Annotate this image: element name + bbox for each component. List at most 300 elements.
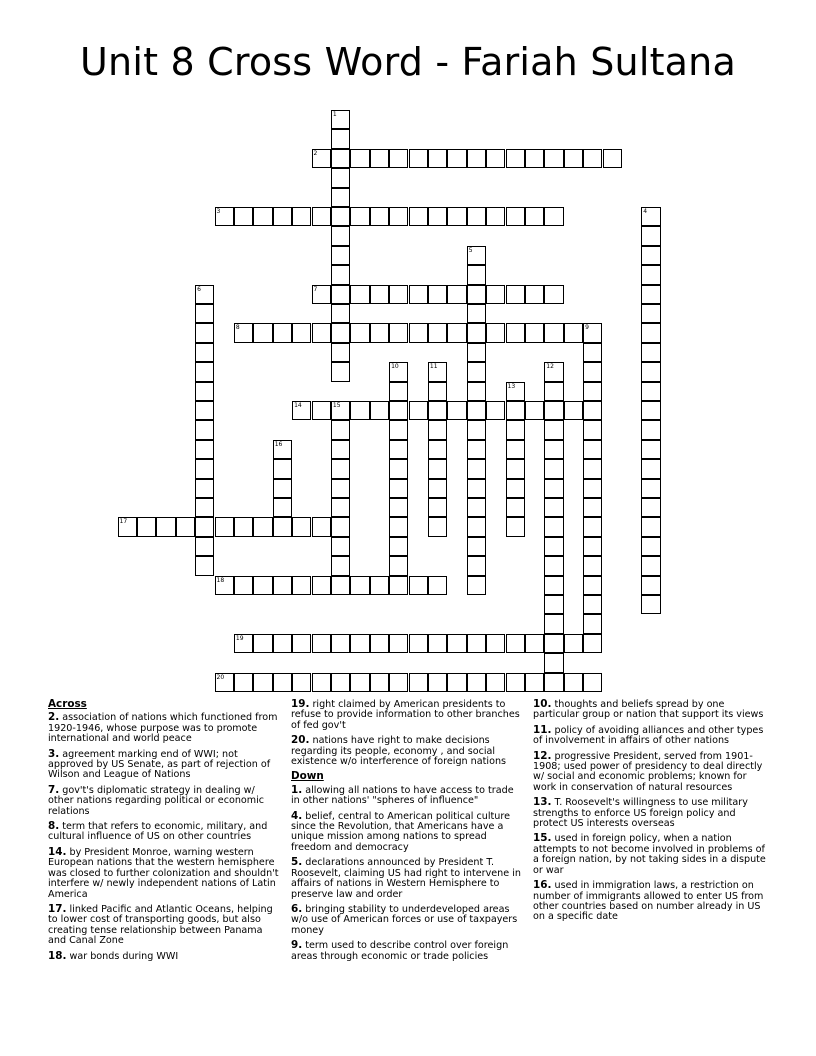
- grid-cell[interactable]: [447, 149, 466, 168]
- grid-cell[interactable]: [195, 323, 214, 342]
- grid-cell[interactable]: [156, 517, 175, 536]
- grid-cell[interactable]: [467, 420, 486, 439]
- grid-cell[interactable]: [525, 285, 544, 304]
- grid-cell[interactable]: [467, 285, 486, 304]
- grid-cell[interactable]: [331, 517, 350, 536]
- grid-cell[interactable]: [428, 382, 447, 401]
- grid-cell[interactable]: [506, 285, 525, 304]
- grid-cell[interactable]: [331, 401, 350, 420]
- grid-cell[interactable]: [331, 207, 350, 226]
- clue-item-text: war bonds during WWI: [69, 950, 179, 962]
- grid-cell[interactable]: [467, 207, 486, 226]
- grid-cell[interactable]: [447, 634, 466, 653]
- down-clue-list-continued: [533, 699, 769, 923]
- grid-cell[interactable]: [583, 498, 602, 517]
- grid-cell[interactable]: [583, 362, 602, 381]
- clue-item: [48, 785, 280, 817]
- grid-cell[interactable]: [253, 634, 272, 653]
- grid-cell[interactable]: [506, 323, 525, 342]
- grid-cell[interactable]: [312, 673, 331, 692]
- grid-cell[interactable]: [525, 401, 544, 420]
- grid-cell[interactable]: [331, 537, 350, 556]
- grid-cell[interactable]: [583, 420, 602, 439]
- grid-cell[interactable]: [544, 420, 563, 439]
- grid-cell[interactable]: [583, 517, 602, 536]
- grid-cell[interactable]: [467, 556, 486, 575]
- grid-cell[interactable]: [331, 110, 350, 129]
- grid-cell[interactable]: [389, 207, 408, 226]
- grid-cell[interactable]: [428, 517, 447, 536]
- grid-cell[interactable]: [641, 304, 660, 323]
- grid-cell[interactable]: [389, 362, 408, 381]
- grid-cell[interactable]: [641, 362, 660, 381]
- grid-cell[interactable]: [428, 401, 447, 420]
- grid-cell[interactable]: [544, 498, 563, 517]
- grid-cell[interactable]: [641, 517, 660, 536]
- grid-cell[interactable]: [428, 285, 447, 304]
- grid-cell[interactable]: [389, 479, 408, 498]
- grid-cell[interactable]: [234, 517, 253, 536]
- grid-cell[interactable]: [409, 673, 428, 692]
- grid-cell[interactable]: [331, 265, 350, 284]
- grid-cell[interactable]: [564, 401, 583, 420]
- clue-item-text: right claimed by American presidents to refuse to provide information to other branches of fed gov't: [291, 699, 520, 731]
- grid-cell[interactable]: [195, 537, 214, 556]
- grid-cell[interactable]: [253, 673, 272, 692]
- grid-cell[interactable]: [583, 556, 602, 575]
- grid-cell[interactable]: [467, 517, 486, 536]
- grid-cell[interactable]: [389, 537, 408, 556]
- grid-cell[interactable]: [506, 382, 525, 401]
- clues-column-1: [48, 699, 280, 966]
- grid-cell[interactable]: [312, 517, 331, 536]
- clue-item-text: belief, central to American political culture since the Revolution, that Americans have a unique mission among nations to spread freedom and democracy: [291, 810, 510, 853]
- grid-cell[interactable]: [234, 207, 253, 226]
- grid-cell[interactable]: [583, 343, 602, 362]
- grid-cell[interactable]: [409, 323, 428, 342]
- grid-cell[interactable]: [350, 634, 369, 653]
- grid-cell[interactable]: [564, 323, 583, 342]
- grid-cell[interactable]: [331, 246, 350, 265]
- grid-cell[interactable]: [641, 401, 660, 420]
- grid-cell[interactable]: [544, 653, 563, 672]
- grid-cell[interactable]: [583, 149, 602, 168]
- grid-cell[interactable]: [641, 246, 660, 265]
- grid-cell[interactable]: [292, 634, 311, 653]
- grid-cell[interactable]: [506, 401, 525, 420]
- grid-cell[interactable]: [525, 207, 544, 226]
- grid-cell[interactable]: [447, 323, 466, 342]
- grid-cell[interactable]: [331, 420, 350, 439]
- grid-cell[interactable]: [273, 498, 292, 517]
- grid-cell[interactable]: [583, 440, 602, 459]
- grid-cell[interactable]: [447, 285, 466, 304]
- clue-number: 20: [216, 673, 225, 681]
- grid-cell[interactable]: [350, 285, 369, 304]
- grid-cell[interactable]: [137, 517, 156, 536]
- grid-cell[interactable]: [467, 382, 486, 401]
- clue-item-text: thoughts and beliefs spread by one particular group or nation that support its views: [533, 699, 764, 721]
- grid-cell[interactable]: [292, 517, 311, 536]
- down-clue-list: [291, 785, 525, 962]
- grid-cell[interactable]: [428, 673, 447, 692]
- clue-item-text: used in foreign policy, when a nation attempts to not become involved in problems of a foreign nation, by not taking sides in a dispute or war: [533, 833, 766, 876]
- grid-cell[interactable]: [331, 323, 350, 342]
- grid-cell[interactable]: [564, 673, 583, 692]
- grid-cell[interactable]: [215, 207, 234, 226]
- grid-cell[interactable]: [234, 673, 253, 692]
- grid-cell[interactable]: [467, 634, 486, 653]
- grid-cell[interactable]: [467, 440, 486, 459]
- grid-cell[interactable]: [544, 673, 563, 692]
- grid-cell[interactable]: [428, 576, 447, 595]
- grid-cell[interactable]: [641, 285, 660, 304]
- grid-cell[interactable]: [195, 285, 214, 304]
- grid-cell[interactable]: [486, 207, 505, 226]
- clue-item-number: 18.: [48, 949, 67, 962]
- grid-cell[interactable]: [506, 634, 525, 653]
- clue-item: [48, 712, 280, 744]
- grid-cell[interactable]: [331, 498, 350, 517]
- grid-cell[interactable]: [370, 323, 389, 342]
- grid-cell[interactable]: [641, 323, 660, 342]
- grid-cell[interactable]: [641, 343, 660, 362]
- grid-cell[interactable]: [195, 382, 214, 401]
- grid-cell[interactable]: [544, 537, 563, 556]
- clue-item-text: by President Monroe, warning western European nations that the western hemisphere was closed to further colonization and shouldn't interfere w/ newly independent nations of Latin America: [48, 846, 279, 900]
- grid-cell[interactable]: [428, 498, 447, 517]
- grid-cell[interactable]: [544, 479, 563, 498]
- grid-cell[interactable]: [486, 285, 505, 304]
- grid-cell[interactable]: [641, 207, 660, 226]
- grid-cell[interactable]: [564, 149, 583, 168]
- grid-cell[interactable]: [544, 576, 563, 595]
- grid-cell[interactable]: [389, 498, 408, 517]
- grid-cell[interactable]: [467, 304, 486, 323]
- grid-cell[interactable]: [292, 323, 311, 342]
- grid-cell[interactable]: [583, 401, 602, 420]
- grid-cell[interactable]: [428, 479, 447, 498]
- grid-cell[interactable]: [195, 420, 214, 439]
- grid-cell[interactable]: [641, 226, 660, 245]
- grid-cell[interactable]: [195, 556, 214, 575]
- clue-item: [291, 811, 525, 854]
- clue-item-number: 15.: [533, 832, 552, 845]
- grid-cell[interactable]: [370, 673, 389, 692]
- grid-cell[interactable]: [253, 207, 272, 226]
- grid-cell[interactable]: [641, 576, 660, 595]
- grid-cell[interactable]: [331, 188, 350, 207]
- grid-cell[interactable]: [467, 401, 486, 420]
- grid-cell[interactable]: [641, 382, 660, 401]
- clue-item-number: 8.: [48, 820, 60, 833]
- across-clue-list: [48, 712, 280, 962]
- grid-cell[interactable]: [312, 323, 331, 342]
- grid-cell[interactable]: [583, 614, 602, 633]
- grid-cell[interactable]: [544, 285, 563, 304]
- grid-cell[interactable]: [467, 537, 486, 556]
- clue-number: 16: [274, 440, 283, 448]
- grid-cell[interactable]: [331, 129, 350, 148]
- grid-cell[interactable]: [583, 673, 602, 692]
- grid-cell[interactable]: [486, 149, 505, 168]
- grid-cell[interactable]: [641, 265, 660, 284]
- grid-cell[interactable]: [428, 420, 447, 439]
- clue-item-number: 17.: [48, 902, 67, 915]
- grid-cell[interactable]: [389, 673, 408, 692]
- grid-cell[interactable]: [467, 149, 486, 168]
- grid-cell[interactable]: [447, 673, 466, 692]
- grid-cell[interactable]: [641, 420, 660, 439]
- grid-cell[interactable]: [389, 459, 408, 478]
- grid-cell[interactable]: [467, 343, 486, 362]
- grid-cell[interactable]: [292, 576, 311, 595]
- grid-cell[interactable]: [331, 576, 350, 595]
- grid-cell[interactable]: [331, 168, 350, 187]
- clue-item: [533, 699, 769, 721]
- grid-cell[interactable]: [195, 459, 214, 478]
- grid-cell[interactable]: [331, 440, 350, 459]
- clue-item-text: used in immigration laws, a restriction on number of immigrants allowed to enter US from other countries based on number already in US on a specific date: [533, 880, 764, 923]
- grid-cell[interactable]: [544, 207, 563, 226]
- grid-cell[interactable]: [486, 323, 505, 342]
- grid-cell[interactable]: [312, 149, 331, 168]
- grid-cell[interactable]: [603, 149, 622, 168]
- grid-cell[interactable]: [234, 323, 253, 342]
- grid-cell[interactable]: [525, 323, 544, 342]
- clue-number: 7: [313, 285, 318, 293]
- grid-cell[interactable]: [273, 576, 292, 595]
- grid-cell[interactable]: [467, 246, 486, 265]
- grid-cell[interactable]: [273, 440, 292, 459]
- grid-cell[interactable]: [350, 323, 369, 342]
- grid-cell[interactable]: [467, 362, 486, 381]
- grid-cell[interactable]: [641, 479, 660, 498]
- clue-item: [48, 904, 280, 947]
- clue-item-number: 11.: [533, 723, 552, 736]
- grid-cell[interactable]: [506, 420, 525, 439]
- grid-cell[interactable]: [506, 459, 525, 478]
- clue-item-number: 19.: [291, 698, 310, 710]
- grid-cell[interactable]: [641, 537, 660, 556]
- grid-cell[interactable]: [467, 498, 486, 517]
- grid-cell[interactable]: [467, 265, 486, 284]
- grid-cell[interactable]: [486, 673, 505, 692]
- grid-cell[interactable]: [331, 285, 350, 304]
- grid-cell[interactable]: [544, 401, 563, 420]
- grid-cell[interactable]: [253, 323, 272, 342]
- clue-number: 8: [235, 324, 240, 332]
- grid-cell[interactable]: [641, 440, 660, 459]
- grid-cell[interactable]: [350, 401, 369, 420]
- clue-number: 11: [429, 363, 438, 371]
- grid-cell[interactable]: [409, 149, 428, 168]
- grid-cell[interactable]: [389, 556, 408, 575]
- grid-cell[interactable]: [544, 517, 563, 536]
- grid-cell[interactable]: [506, 207, 525, 226]
- grid-cell[interactable]: [409, 634, 428, 653]
- grid-cell[interactable]: [544, 323, 563, 342]
- grid-cell[interactable]: [389, 382, 408, 401]
- grid-cell[interactable]: [370, 634, 389, 653]
- grid-cell[interactable]: [195, 498, 214, 517]
- grid-cell[interactable]: [312, 401, 331, 420]
- grid-cell[interactable]: [641, 595, 660, 614]
- grid-cell[interactable]: [292, 673, 311, 692]
- grid-cell[interactable]: [350, 576, 369, 595]
- grid-cell[interactable]: [525, 673, 544, 692]
- grid-cell[interactable]: [195, 517, 214, 536]
- grid-cell[interactable]: [409, 285, 428, 304]
- grid-cell[interactable]: [583, 382, 602, 401]
- grid-cell[interactable]: [253, 517, 272, 536]
- grid-cell[interactable]: [331, 634, 350, 653]
- grid-cell[interactable]: [544, 382, 563, 401]
- grid-cell[interactable]: [273, 459, 292, 478]
- grid-cell[interactable]: [176, 517, 195, 536]
- grid-cell[interactable]: [467, 576, 486, 595]
- grid-cell[interactable]: [273, 479, 292, 498]
- grid-cell[interactable]: [583, 576, 602, 595]
- grid-cell[interactable]: [409, 401, 428, 420]
- grid-cell[interactable]: [583, 459, 602, 478]
- grid-cell[interactable]: [583, 323, 602, 342]
- grid-cell[interactable]: [195, 343, 214, 362]
- grid-cell[interactable]: [428, 323, 447, 342]
- grid-cell[interactable]: [234, 634, 253, 653]
- grid-cell[interactable]: [583, 595, 602, 614]
- grid-cell[interactable]: [331, 226, 350, 245]
- grid-cell[interactable]: [234, 576, 253, 595]
- grid-cell[interactable]: [331, 343, 350, 362]
- grid-cell[interactable]: [506, 517, 525, 536]
- grid-cell[interactable]: [370, 149, 389, 168]
- grid-cell[interactable]: [312, 576, 331, 595]
- grid-cell[interactable]: [506, 479, 525, 498]
- grid-cell[interactable]: [195, 479, 214, 498]
- grid-cell[interactable]: [641, 498, 660, 517]
- grid-cell[interactable]: [525, 149, 544, 168]
- grid-cell[interactable]: [195, 401, 214, 420]
- grid-cell[interactable]: [447, 401, 466, 420]
- grid-cell[interactable]: [331, 673, 350, 692]
- grid-cell[interactable]: [215, 576, 234, 595]
- grid-cell[interactable]: [428, 459, 447, 478]
- grid-cell[interactable]: [506, 673, 525, 692]
- grid-cell[interactable]: [544, 595, 563, 614]
- grid-cell[interactable]: [389, 440, 408, 459]
- grid-cell[interactable]: [428, 207, 447, 226]
- grid-cell[interactable]: [273, 673, 292, 692]
- grid-cell[interactable]: [467, 673, 486, 692]
- grid-cell[interactable]: [564, 634, 583, 653]
- clue-item-number: 20.: [291, 734, 310, 747]
- grid-cell[interactable]: [273, 207, 292, 226]
- grid-cell[interactable]: [350, 207, 369, 226]
- grid-cell[interactable]: [583, 537, 602, 556]
- clue-item-number: 12.: [533, 749, 552, 762]
- grid-cell[interactable]: [370, 401, 389, 420]
- grid-cell[interactable]: [544, 556, 563, 575]
- grid-cell[interactable]: [312, 285, 331, 304]
- grid-cell[interactable]: [428, 634, 447, 653]
- grid-cell[interactable]: [370, 207, 389, 226]
- grid-cell[interactable]: [118, 517, 137, 536]
- grid-cell[interactable]: [215, 517, 234, 536]
- grid-cell[interactable]: [312, 634, 331, 653]
- grid-cell[interactable]: [389, 285, 408, 304]
- grid-cell[interactable]: [273, 323, 292, 342]
- grid-cell[interactable]: [331, 362, 350, 381]
- grid-cell[interactable]: [641, 459, 660, 478]
- grid-cell[interactable]: [389, 517, 408, 536]
- grid-cell[interactable]: [486, 634, 505, 653]
- grid-cell[interactable]: [467, 323, 486, 342]
- grid-cell[interactable]: [331, 149, 350, 168]
- grid-cell[interactable]: [506, 440, 525, 459]
- grid-cell[interactable]: [195, 440, 214, 459]
- grid-cell[interactable]: [467, 479, 486, 498]
- grid-cell[interactable]: [350, 149, 369, 168]
- grid-cell[interactable]: [312, 207, 331, 226]
- clue-item-text: allowing all nations to have access to trade in other nations' "spheres of influence": [291, 784, 514, 807]
- grid-cell[interactable]: [583, 479, 602, 498]
- grid-cell[interactable]: [331, 479, 350, 498]
- grid-cell[interactable]: [544, 440, 563, 459]
- grid-cell[interactable]: [583, 634, 602, 653]
- grid-cell[interactable]: [331, 556, 350, 575]
- grid-cell[interactable]: [273, 634, 292, 653]
- grid-cell[interactable]: [389, 401, 408, 420]
- grid-cell[interactable]: [544, 614, 563, 633]
- grid-cell[interactable]: [506, 498, 525, 517]
- grid-cell[interactable]: [370, 285, 389, 304]
- grid-cell[interactable]: [273, 517, 292, 536]
- grid-cell[interactable]: [409, 576, 428, 595]
- grid-cell[interactable]: [389, 576, 408, 595]
- grid-cell[interactable]: [389, 420, 408, 439]
- grid-cell[interactable]: [389, 149, 408, 168]
- grid-cell[interactable]: [544, 149, 563, 168]
- grid-cell[interactable]: [253, 576, 272, 595]
- grid-cell[interactable]: [292, 401, 311, 420]
- grid-cell[interactable]: [428, 362, 447, 381]
- grid-cell[interactable]: [389, 323, 408, 342]
- grid-cell[interactable]: [525, 634, 544, 653]
- grid-cell[interactable]: [331, 459, 350, 478]
- grid-cell[interactable]: [544, 459, 563, 478]
- grid-cell[interactable]: [428, 149, 447, 168]
- grid-cell[interactable]: [195, 362, 214, 381]
- grid-cell[interactable]: [215, 673, 234, 692]
- clue-item: [533, 833, 769, 876]
- grid-cell[interactable]: [389, 634, 408, 653]
- grid-cell[interactable]: [350, 673, 369, 692]
- grid-cell[interactable]: [447, 207, 466, 226]
- grid-cell[interactable]: [409, 207, 428, 226]
- grid-cell[interactable]: [544, 362, 563, 381]
- grid-cell[interactable]: [641, 556, 660, 575]
- grid-cell[interactable]: [292, 207, 311, 226]
- grid-cell[interactable]: [467, 459, 486, 478]
- grid-cell[interactable]: [195, 304, 214, 323]
- grid-cell[interactable]: [506, 149, 525, 168]
- grid-cell[interactable]: [370, 576, 389, 595]
- grid-cell[interactable]: [428, 440, 447, 459]
- grid-cell[interactable]: [486, 401, 505, 420]
- grid-cell[interactable]: [544, 634, 563, 653]
- grid-cell[interactable]: [331, 304, 350, 323]
